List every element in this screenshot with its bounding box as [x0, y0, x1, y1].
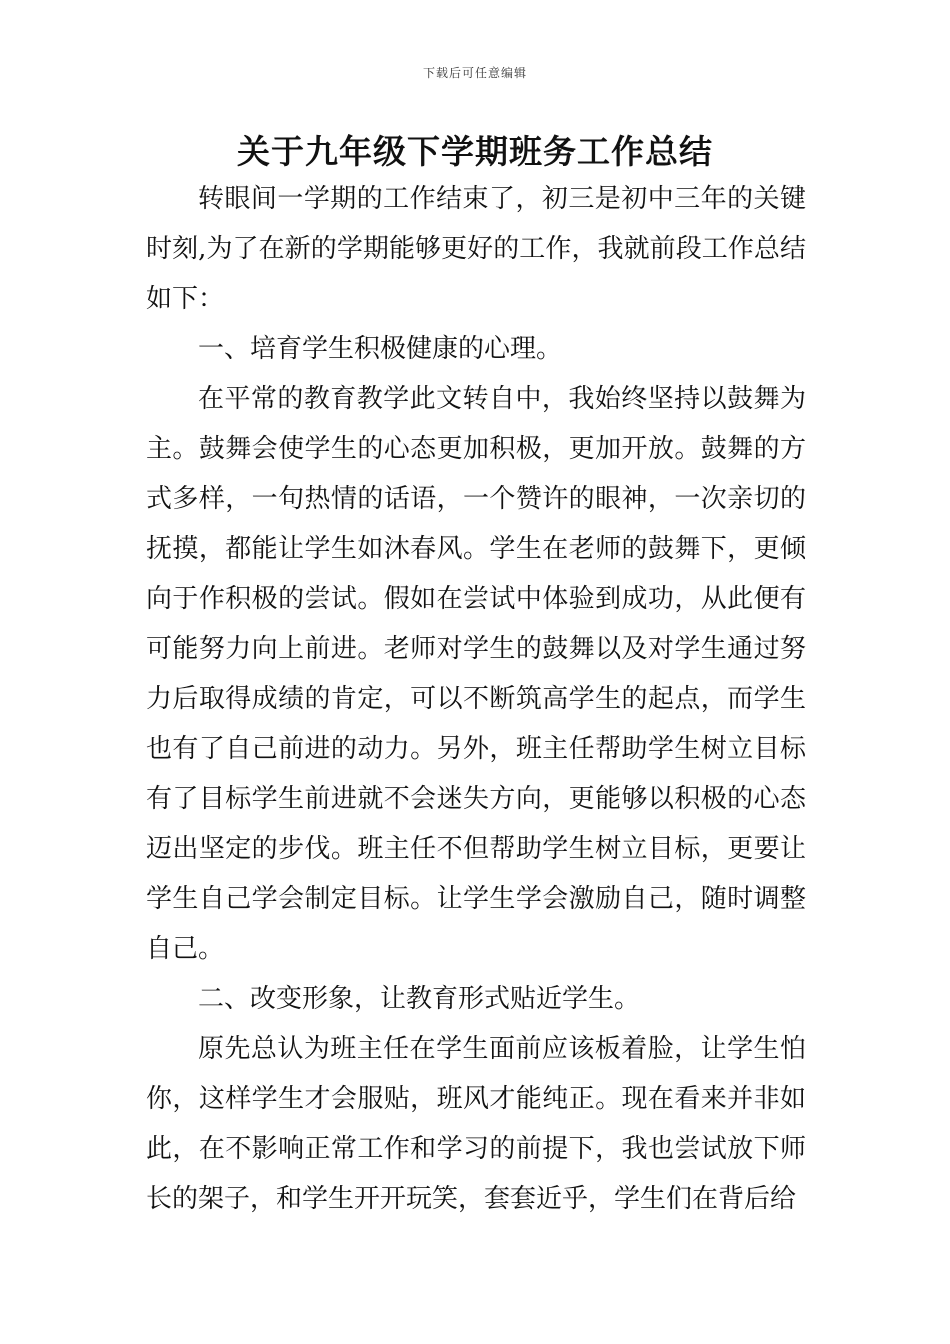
paragraph-intro: 转眼间一学期的工作结束了，初三是初中三年的关键时刻,为了在新的学期能够更好的工作，我就前段工作总结如下：: [146, 184, 806, 314]
document-title: 关于九年级下学期班务工作总结: [237, 132, 713, 171]
document-body: [146, 174, 806, 1224]
section-heading-1: 一、培育学生积极健康的心理。: [198, 334, 563, 364]
paragraph-section-1: 在平常的教育教学此文转自中，我始终坚持以鼓舞为主。鼓舞会使学生的心态更加积极，更加开放。鼓舞的方式多样，一句热情的话语，一个赞许的眼神，一次亲切的抚摸，都能让学生如沐春风。学生在老师的鼓舞下，更倾向于作积极的尝试。假如在尝试中体验到成功，从此便有可能努力向上前进。老师对学生的鼓舞以及对学生通过努力后取得成绩的肯定，可以不断筑高学生的起点，而学生也有了自己前进的动力。另外，班主任帮助学生树立目标有了目标学生前进就不会迷失方向，更能够以积极的心态迈出坚定的步伐。班主任不但帮助学生树立目标，更要让学生自己学会制定目标。让学生学会激励自己，随时调整自己。: [146, 384, 806, 964]
header-note: 下载后可任意编辑: [422, 66, 527, 80]
section-heading-2: 二、改变形象，让教育形式贴近学生。: [198, 984, 641, 1014]
paragraph-section-2: 原先总认为班主任在学生面前应该板着脸，让学生怕你，这样学生才会服贴，班风才能纯正。现在看来并非如此，在不影响正常工作和学习的前提下，我也尝试放下师长的架子，和学生开开玩笑，套套近乎，学生们在背后给: [146, 1034, 806, 1214]
